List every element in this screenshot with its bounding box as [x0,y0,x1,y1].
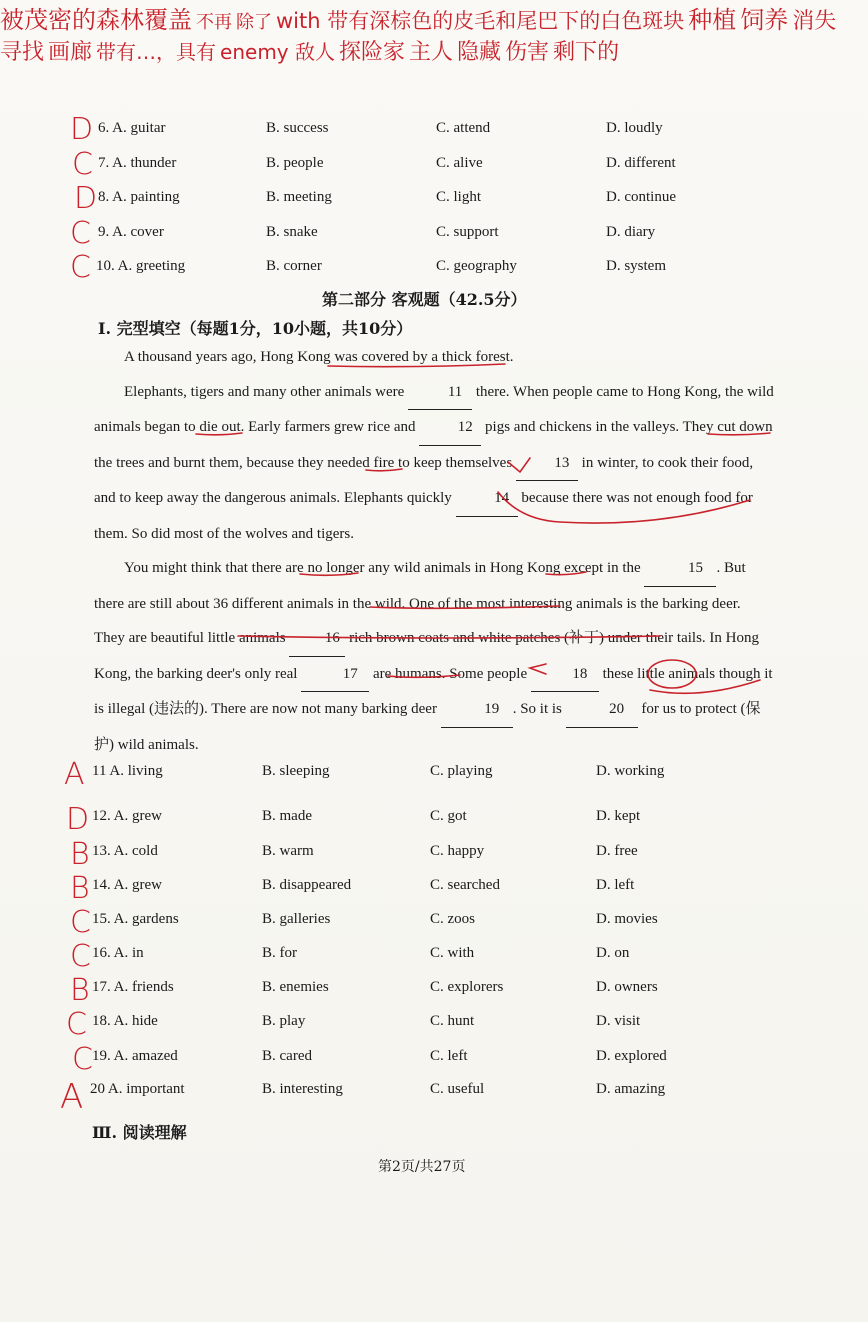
option-b: B. people [266,155,324,171]
arrow-18 [530,664,546,674]
option-d: D. visit [596,1013,641,1029]
option-d: D. diary [606,224,656,240]
option-a: 7. A. thunder [98,155,177,171]
note-with-line: with 带有深棕色的皮毛和尾巴下的白色斑块 [276,9,685,33]
note-kept: 饲养 [740,6,789,34]
option-c: C. support [436,224,499,240]
note-owners: 主人 [409,40,454,65]
answer-mark: D [74,181,98,216]
option-c: C. left [430,1048,468,1064]
option-b: B. disappeared [262,877,352,893]
option-b: B. success [266,120,329,136]
option-d: D. explored [596,1048,667,1064]
note-galleries: 画廊 [48,40,93,65]
answer-mark: B [70,973,90,1008]
note-left: 剩下的 [553,40,620,65]
answer-mark: C [70,250,91,285]
option-c: C. searched [430,877,500,893]
answer-mark: A [60,1077,84,1117]
answer-mark: C [72,147,93,182]
underline-no-longer [300,573,358,575]
option-d: D. system [606,258,666,274]
option-a: 12. A. grew [92,808,162,824]
curve-illegal [650,680,760,693]
option-a: 6. A. guitar [98,120,166,136]
answer-mark: B [70,871,90,906]
underline-cut-down [708,433,770,435]
option-b: B. for [262,945,297,961]
blank-13[interactable]: 13 [516,446,578,482]
note-except: 除了 [236,12,272,33]
option-b: B. snake [266,224,318,240]
caret-13 [508,458,530,472]
note-explorers: 探险家 [339,40,406,65]
option-d: D. owners [596,979,658,995]
section1-title: Ⅰ. 完型填空（每题1分，10小题，共10分） [98,319,413,338]
option-a: 20 A. important [90,1081,185,1097]
option-c: C. happy [430,843,485,859]
underline-fire [366,469,402,471]
paragraph-3: You might think that there are no longer any wild animals in Hong Kong except in the 15 . But there are still about 36 different animals in the wild. One of the most interesting animals is the barking deer. They are beautiful little animals 16 rich brown coats and white patches (补丁) under their tails. In Hong Kong, the barking deer's only real 17 are humans. Some people 18 these little animals though it is illegal (违法的). There are now not many barking deer 19 . So it is 20 for us to protect (保护) wild animals. [94,551,774,762]
answer-mark: C [72,1042,93,1077]
option-d: D. movies [596,911,658,927]
note-no-longer: 不再 [196,12,232,33]
option-c: C. hunt [430,1013,475,1029]
option-b: B. meeting [266,189,332,205]
option-d: D. on [596,945,630,961]
option-d: D. free [596,843,638,859]
option-a: 16. A. in [92,945,144,961]
note-hide: 隐藏 [457,40,502,65]
part2-title: 第二部分 客观题（42.5分） [322,290,527,309]
note-forest: 被茂密的森林覆盖 [0,6,192,34]
underline-interesting [370,606,560,608]
note-grew: 种植 [688,6,737,34]
option-d: D. different [606,155,676,171]
paragraph-2: Elephants, tigers and many other animals were 11 there. When people came to Hong Kong, the wild animals began to die out. Early farmers grew rice and 12 pigs and chickens in the valleys. They cut down the trees and burnt them, because they needed fire to keep themselves 13 in winter, to cook their food, and to keep away the dangerous animals. Elephants quickly 14 because there was not enough food for them. So did most of the wolves and tigers. [94,375,774,552]
option-a: 11 A. living [92,763,163,779]
answer-mark: A [64,757,85,792]
option-c: C. zoos [430,911,475,927]
answer-mark: D [70,112,94,147]
answer-mark: B [70,837,90,872]
option-d: D. kept [596,808,641,824]
blank-12[interactable]: 12 [419,410,481,446]
option-a: 8. A. painting [98,189,180,205]
paragraph-1: A thousand years ago, Hong Kong was covered by a thick forest. [124,349,514,365]
answer-mark: C [70,216,91,251]
underline-some-people [388,675,460,677]
note-disappeared: 消失 [792,9,837,34]
option-c: C. attend [436,120,491,136]
option-c: C. alive [436,155,483,171]
blank-15[interactable]: 15 [644,551,716,587]
option-c: C. useful [430,1081,485,1097]
option-a: 17. A. friends [92,979,174,995]
option-a: 15. A. gardens [92,911,179,927]
option-a: 14. A. grew [92,877,162,893]
circle-though [648,660,696,688]
option-a: 9. A. cover [98,224,164,240]
underline-covered [328,364,505,367]
option-a: 19. A. amazed [92,1048,178,1064]
option-b: B. corner [266,258,322,274]
option-c: C. explorers [430,979,504,995]
option-c: C. geography [436,258,517,274]
option-b: B. play [262,1013,306,1029]
blank-17[interactable]: 17 [301,657,369,693]
option-b: B. interesting [262,1081,343,1097]
answer-mark: C [66,1007,87,1042]
option-a: 13. A. cold [92,843,158,859]
blank-20[interactable]: 20 [566,692,638,728]
option-d: D. left [596,877,635,893]
option-b: B. warm [262,843,314,859]
option-a: 10. A. greeting [96,258,186,274]
option-b: B. cared [262,1048,312,1064]
blank-18[interactable]: 18 [531,657,599,693]
answer-mark: C [70,939,91,974]
underline-except [546,572,586,575]
blank-16[interactable]: 16 [289,621,345,657]
note-hunt: 伤害 [505,40,550,65]
note-searched: 寻找 [0,40,45,65]
blank-19[interactable]: 19 [441,692,513,728]
note-enemy: enemy 敌人 [220,40,335,64]
option-d: D. amazing [596,1081,666,1097]
blank-11[interactable]: 11 [408,375,472,411]
option-b: B. galleries [262,911,331,927]
blank-14[interactable]: 14 [456,481,518,517]
page-footer: 第2页/共27页 [378,1159,466,1175]
option-c: C. playing [430,763,493,779]
option-d: D. working [596,763,665,779]
option-c: C. with [430,945,475,961]
option-d: D. loudly [606,120,663,136]
option-b: B. sleeping [262,763,330,779]
option-c: C. got [430,808,467,824]
answer-mark: D [66,802,90,837]
option-c: C. light [436,189,482,205]
option-b: B. made [262,808,312,824]
note-with: 带有…，具有 [96,40,217,64]
curve-not-enough-food [498,492,750,523]
underline-coats [238,636,660,638]
option-a: 18. A. hide [92,1013,158,1029]
underline-die-out [196,433,242,435]
answer-mark: C [70,905,91,940]
option-d: D. continue [606,189,676,205]
section3-title: Ⅲ. 阅读理解 [92,1123,187,1142]
option-b: B. enemies [262,979,329,995]
